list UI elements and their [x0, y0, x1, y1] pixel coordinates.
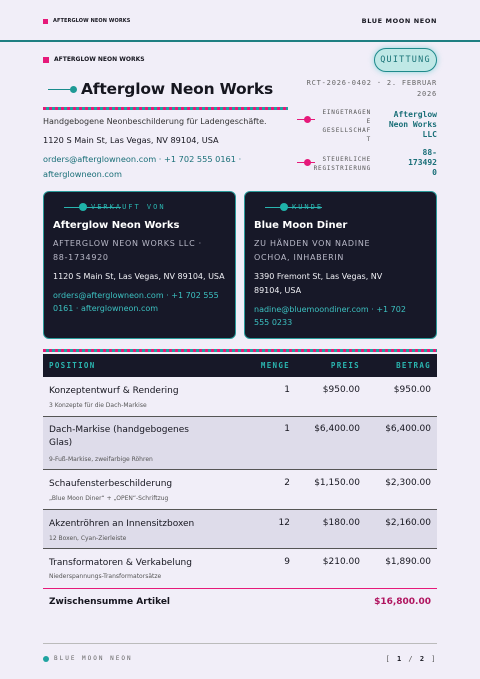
company-contact-line[interactable]: orders@afterglowneon.com · +1 702 555 0161 ·: [43, 154, 242, 164]
meta-label-line: REGISTRIERUNG: [313, 165, 371, 172]
seller-card-label: VERKAUFT VON: [91, 203, 166, 211]
table-row: [43, 510, 437, 549]
item-note: „Blue Moon Diner“ + „OPEN“-Schriftzug: [49, 495, 169, 502]
item-description: [49, 424, 214, 449]
company-tagline: Handgebogene Neonbeschilderung für Ladengeschäfte.: [43, 117, 267, 126]
subtotal-value: $16,800.00: [374, 597, 431, 607]
item-description: Schaufensterbeschilderung: [49, 479, 173, 489]
meta-label-line: T: [366, 136, 371, 143]
table-row: [43, 470, 437, 510]
page-bracket: ]: [425, 655, 437, 663]
item-description: Transformatoren & Verkabelung: [49, 558, 192, 568]
item-qty: 9: [284, 557, 290, 567]
meta-value-line: Afterglow: [393, 110, 437, 119]
item-amount: $950.00: [393, 385, 431, 395]
neon-bead-divider: [43, 107, 288, 110]
seller-card: [43, 191, 236, 339]
meta-value-line: 0: [432, 168, 437, 177]
brand-tag: [43, 56, 145, 63]
item-qty: 1: [284, 424, 290, 434]
footer-left-label: BLUE MOON NEON: [54, 655, 133, 662]
item-note: 12 Boxen, Cyan-Zierleiste: [49, 535, 127, 542]
running-header-left-label: AFTERGLOW NEON WORKS: [53, 18, 131, 24]
receipt-badge: QUITTUNG: [374, 48, 437, 72]
receipt-number-line: 2026: [416, 90, 437, 98]
neon-dot-icon: [280, 203, 288, 211]
customer-card: [244, 191, 437, 339]
company-contact: [43, 152, 288, 182]
neon-dot-icon: [79, 203, 87, 211]
meta-value-tax-registration: [408, 148, 437, 178]
footer-brand: [43, 655, 133, 662]
table-row: [43, 377, 437, 417]
header-divider: [0, 40, 480, 42]
running-header-brand: [43, 18, 130, 24]
customer-contact-line[interactable]: nadine@bluemoondiner.com · +1 702: [254, 305, 406, 314]
item-price: $6,400.00: [314, 424, 360, 434]
customer-contact-line[interactable]: 555 0233: [254, 318, 293, 327]
customer-attention-line: ZU HÄNDEN VON NADINE: [254, 239, 371, 248]
teal-dot-icon: [43, 656, 49, 662]
item-description: Akzentröhren an Innensitzboxen: [49, 519, 195, 529]
item-price: $180.00: [322, 518, 360, 528]
item-qty: 2: [284, 478, 290, 488]
meta-value-line: 173492: [408, 158, 437, 167]
item-note: Niederspannungs-Transformatorsätze: [49, 573, 162, 580]
customer-attention-line: OCHOA, INHABERIN: [254, 253, 345, 262]
neon-dot-icon: [70, 86, 77, 93]
item-qty: 12: [278, 518, 290, 528]
meta-label-registered-company: [322, 108, 371, 144]
customer-address: [254, 270, 427, 298]
page-bracket: [: [385, 655, 397, 663]
meta-value-registered-company: [389, 110, 437, 140]
seller-name: Afterglow Neon Works: [53, 220, 180, 231]
meta-value-line: Neon Works: [388, 120, 437, 129]
customer-address-line: 3390 Fremont St, Las Vegas, NV: [254, 272, 383, 281]
column-header-qty: MENGE: [260, 361, 290, 370]
square-bullet-icon: [43, 19, 48, 24]
meta-label-line: EINGETRAGEN: [322, 109, 371, 116]
page-separator: /: [402, 655, 420, 663]
company-address: 1120 S Main St, Las Vegas, NV 89104, USA: [43, 135, 219, 145]
page-indicator: [386, 655, 437, 663]
footer-divider: [43, 643, 437, 644]
seller-legal-line: AFTERGLOW NEON WORKS LLC ·: [53, 239, 202, 248]
running-header-right-label: BLUE MOON NEON: [361, 17, 437, 25]
company-contact-line[interactable]: afterglowneon.com: [43, 169, 122, 179]
seller-legal: [53, 237, 226, 265]
item-amount: $6,400.00: [385, 424, 431, 434]
customer-address-line: 89104, USA: [254, 286, 302, 295]
item-qty: 1: [284, 385, 290, 395]
item-amount: $1,890.00: [385, 557, 431, 567]
seller-legal-line: 88-1734920: [53, 253, 109, 262]
square-bullet-icon: [43, 57, 49, 63]
receipt-number-date: [277, 78, 437, 100]
brand-tag-label: AFTERGLOW NEON WORKS: [54, 56, 145, 63]
company-name: Afterglow Neon Works: [81, 80, 274, 98]
item-price: $1,150.00: [314, 478, 360, 488]
seller-contact-line[interactable]: orders@afterglowneon.com · +1 702 555: [53, 291, 219, 300]
page-current: 1: [396, 655, 403, 663]
item-price: $210.00: [322, 557, 360, 567]
customer-card-label: KUNDE: [292, 203, 324, 211]
item-price: $950.00: [322, 385, 360, 395]
table-row: [43, 417, 437, 470]
receipt-number-line: RCT-2026-0402 · 2. FEBRUAR: [306, 79, 437, 87]
table-row: [43, 549, 437, 588]
customer-contact: [254, 303, 427, 329]
neon-bead-divider: [43, 349, 437, 352]
item-description-line: Dach-Markise (handgebogenes: [49, 425, 189, 435]
items-table-header: [43, 354, 437, 377]
meta-value-line: LLC: [422, 130, 437, 139]
meta-label-line: E: [366, 118, 371, 125]
item-description: Konzeptentwurf & Rendering: [49, 386, 179, 396]
column-header-position: POSITION: [49, 361, 96, 370]
meta-label-line: STEUERLICHE: [322, 156, 371, 163]
item-amount: $2,300.00: [385, 478, 431, 488]
meta-label-tax-registration: [314, 155, 371, 173]
item-note: 9-Fuß-Markise, zweifarbige Röhren: [49, 456, 153, 463]
meta-value-line: 88-: [422, 148, 437, 157]
subtotal-row: [43, 588, 437, 614]
meta-label-line: GESELLSCHAF: [322, 127, 371, 134]
customer-attention: [254, 237, 427, 265]
neon-pin-dot-icon: [304, 159, 311, 166]
item-description-line: Glas): [49, 437, 73, 448]
column-header-price: PREIS: [330, 361, 360, 370]
item-note: 3 Konzepte für die Dach-Markise: [49, 402, 147, 409]
customer-name: Blue Moon Diner: [254, 220, 348, 231]
page-total: 2: [419, 655, 426, 663]
seller-contact: [53, 289, 226, 315]
subtotal-label: Zwischensumme Artikel: [49, 597, 171, 607]
neon-pin-dot-icon: [304, 116, 311, 123]
seller-contact-line[interactable]: 0161 · afterglowneon.com: [53, 304, 159, 313]
running-header: [43, 14, 437, 28]
seller-address: 1120 S Main St, Las Vegas, NV 89104, USA: [53, 272, 225, 281]
item-amount: $2,160.00: [385, 518, 431, 528]
column-header-amount: BETRAG: [396, 361, 431, 370]
